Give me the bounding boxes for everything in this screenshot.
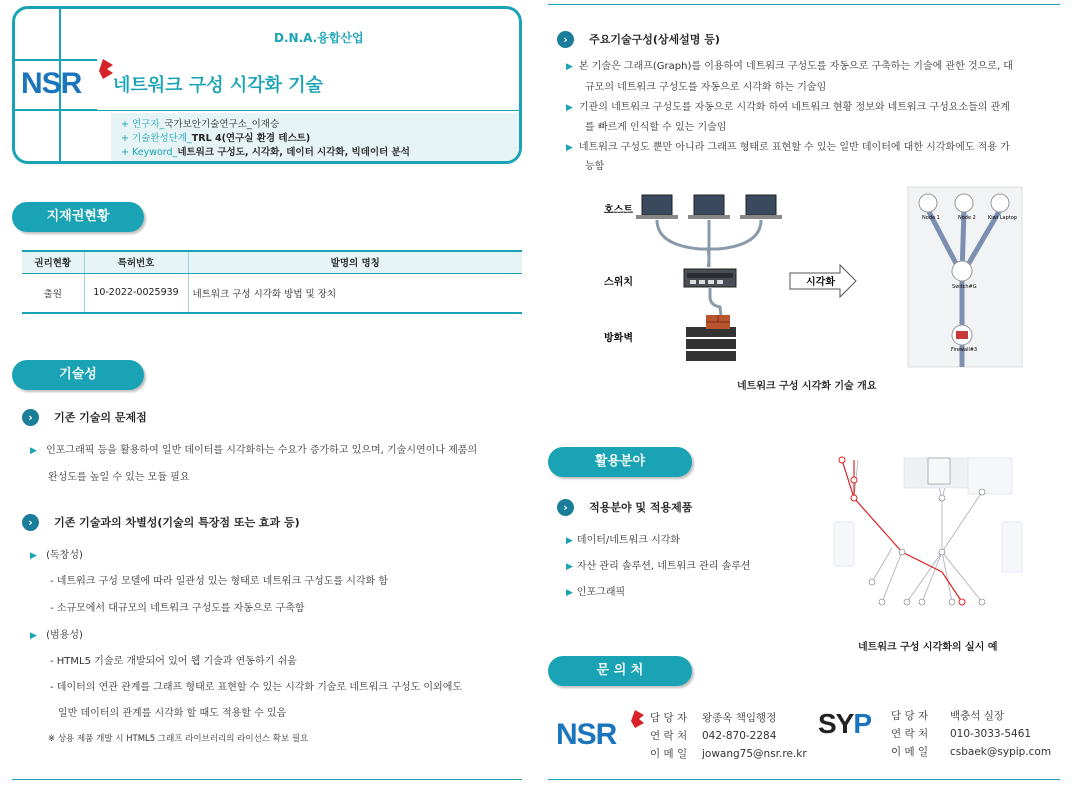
diff-heading: › 기존 기술과의 차별성(기술의 특장점 또는 효과 등): [22, 511, 300, 531]
switch-label: 스위치: [604, 277, 633, 288]
visualize-arrow: [790, 265, 856, 297]
nsr-logo-mark: [626, 710, 644, 730]
table-header: 발명의 명칭: [188, 251, 522, 273]
top-divider: [548, 4, 1060, 5]
triangle-bullet-icon: ▶: [566, 103, 573, 113]
table-cell: 네트워크 구성 시각화 방법 및 장치: [188, 273, 522, 313]
gen-label: ▶ (범용성): [30, 630, 83, 641]
chevron-right-icon: ›: [22, 409, 39, 426]
main-tech-heading: › 주요기술구성(상세설명 등): [557, 28, 720, 48]
laptop-icon: [740, 195, 782, 219]
uniq-label: ▶ (독창성): [30, 550, 83, 561]
gen-item: - HTML5 기술로 개발되어 있어 웹 기술과 연동하기 쉬움: [50, 656, 297, 667]
svg-text:Switch#G: Switch#G: [952, 284, 977, 290]
meta-trl: + 기술완성단계_TRL 4(연구실 환경 테스트): [121, 133, 311, 144]
nsr-contact-logo: NSR: [556, 718, 617, 751]
triangle-bullet-icon: ▶: [566, 62, 573, 72]
company-name: D.N.A.융합산업: [274, 31, 364, 45]
syp-email[interactable]: csbaek@sypip.com: [950, 746, 1052, 758]
bottom-divider: [548, 779, 1060, 780]
list-item: ▶ 데이터/네트워크 시각화: [566, 535, 681, 546]
bottom-divider: [12, 779, 522, 780]
triangle-bullet-icon: ▶: [566, 588, 573, 598]
syp-contact-labels: 담 당 자 연 락 처 이 메 일: [891, 710, 929, 758]
table-header: 특허번호: [84, 251, 188, 273]
syp-logo: SYP: [818, 708, 872, 739]
svg-text:Firewall#3: Firewall#3: [951, 347, 978, 353]
list-item: ▶ 인포그래픽: [566, 587, 626, 598]
table-header-row: [22, 251, 522, 273]
gen-item-cont: 일반 데이터의 관계를 시각화 할 때도 적용할 수 있음: [58, 708, 287, 719]
header-meta: [111, 113, 521, 161]
chevron-right-icon: ›: [557, 499, 574, 516]
application-heading: › 적용분야 및 적용제품: [557, 496, 692, 516]
host-label: 호스트: [604, 205, 633, 216]
main-bullet: ▶ 네트워크 구성도 뿐만 아니라 그래프 형태로 표현할 수 있는 일반 데이터에 대한 시각화에도 적용 가: [566, 142, 1010, 153]
main-bullet: ▶ 본 기술은 그래프(Graph)를 이용하여 네트워크 구성도를 자동으로 구축하는 기술에 관한 것으로, 대: [566, 61, 1013, 72]
triangle-bullet-icon: ▶: [566, 562, 573, 572]
svg-text:Kiwi Laptop: Kiwi Laptop: [988, 215, 1017, 221]
main-bullet-cont: 능함: [585, 161, 605, 172]
header-card: [12, 6, 522, 164]
chevron-right-icon: ›: [22, 514, 39, 531]
nsr-email[interactable]: jowang75@nsr.re.kr: [702, 748, 807, 760]
svg-text:Node 1: Node 1: [922, 215, 940, 221]
meta-researcher: + 연구자_국가보안기술연구소_이재승: [121, 119, 280, 130]
main-bullet-cont: 규모의 네트워크 구성도를 자동으로 시각화 하는 기술임: [585, 82, 827, 93]
firewall-label: 방화벽: [604, 333, 633, 344]
triangle-bullet-icon: ▶: [566, 143, 573, 153]
nsr-logo-mark: [93, 59, 113, 81]
header-line: [15, 109, 97, 111]
table-cell: 출원: [22, 273, 84, 313]
laptop-icon: [636, 195, 678, 219]
example-caption: 네트워크 구성 시각화의 실시 예: [858, 642, 998, 653]
nsr-contact-values: 왕종옥 책임행정 042-870-2284 jowang75@nsr.re.kr: [702, 709, 807, 763]
table-cell: 10-2022-0025939: [84, 273, 188, 313]
triangle-bullet-icon: ▶: [30, 631, 37, 641]
triangle-bullet-icon: ▶: [30, 551, 37, 561]
table-row: [22, 273, 522, 313]
header-line: [97, 110, 522, 111]
switch-icon: [684, 269, 736, 287]
graph-preview: [908, 187, 1022, 367]
overview-caption: 네트워크 구성 시각화 기술 개요: [737, 381, 877, 392]
example-graph: [832, 452, 1032, 624]
uniq-item: - 네트워크 구성 모델에 따라 일관성 있는 형태로 네트워크 구성도를 시각화 함: [50, 576, 389, 587]
network-overview-diagram: [590, 185, 1030, 375]
svg-text:시각화: 시각화: [806, 277, 835, 288]
table-header: 권리현황: [22, 251, 84, 273]
triangle-bullet-icon: ▶: [566, 536, 573, 546]
nsr-contact-labels: 담 당 자 연 락 처 이 메 일: [650, 712, 688, 760]
uniq-item: - 소규모에서 대규모의 네트워크 구성도를 자동으로 구축함: [50, 603, 305, 614]
chevron-right-icon: ›: [557, 31, 574, 48]
contact-pill: 문 의 처: [548, 656, 692, 686]
syp-contact-values: 백충석 실장 010-3033-5461 csbaek@sypip.com: [950, 707, 1051, 761]
meta-keyword: + Keyword_네트워크 구성도, 시각화, 데이터 시각화, 빅데이터 분석: [121, 147, 410, 158]
nsr-logo: NSR: [21, 67, 82, 100]
problem-heading: › 기존 기술의 문제점: [22, 406, 147, 426]
ip-table: [22, 250, 522, 314]
problem-text: ▶ 인포그래픽 등을 활용하여 일반 데이터를 시각화하는 수요가 증가하고 있으며, 기술시연이나 제품의: [30, 445, 478, 456]
header-line: [15, 59, 97, 61]
firewall-icon: [686, 315, 736, 361]
application-pill: 활용분야: [548, 447, 692, 477]
list-item: ▶ 자산 관리 솔루션, 네트워크 관리 솔루션: [566, 561, 751, 572]
laptop-icon: [688, 195, 730, 219]
svg-text:Node 2: Node 2: [958, 215, 976, 221]
triangle-bullet-icon: ▶: [30, 446, 37, 456]
license-note: ※ 상용 제품 개발 시 HTML5 그래프 라이브러리의 라이선스 확보 필요: [48, 734, 309, 744]
gen-item: - 데이터의 연관 관계를 그래프 형태로 표현할 수 있는 시각화 기술로 네트워크 구성도 이외에도: [50, 682, 463, 693]
problem-text-2: 완성도를 높일 수 있는 모듈 필요: [48, 472, 190, 483]
ip-status-pill: 지재권현황: [12, 202, 144, 232]
tech-pill: 기술성: [12, 360, 144, 390]
main-bullet: ▶ 기관의 네트워크 구성도를 자동으로 시각화 하여 네트워크 현황 정보와 네트워크 구성요소들의 관계: [566, 102, 1010, 113]
page-title: 네트워크 구성 시각화 기술: [113, 75, 324, 96]
main-bullet-cont: 를 빠르게 인식할 수 있는 기술임: [585, 122, 727, 133]
